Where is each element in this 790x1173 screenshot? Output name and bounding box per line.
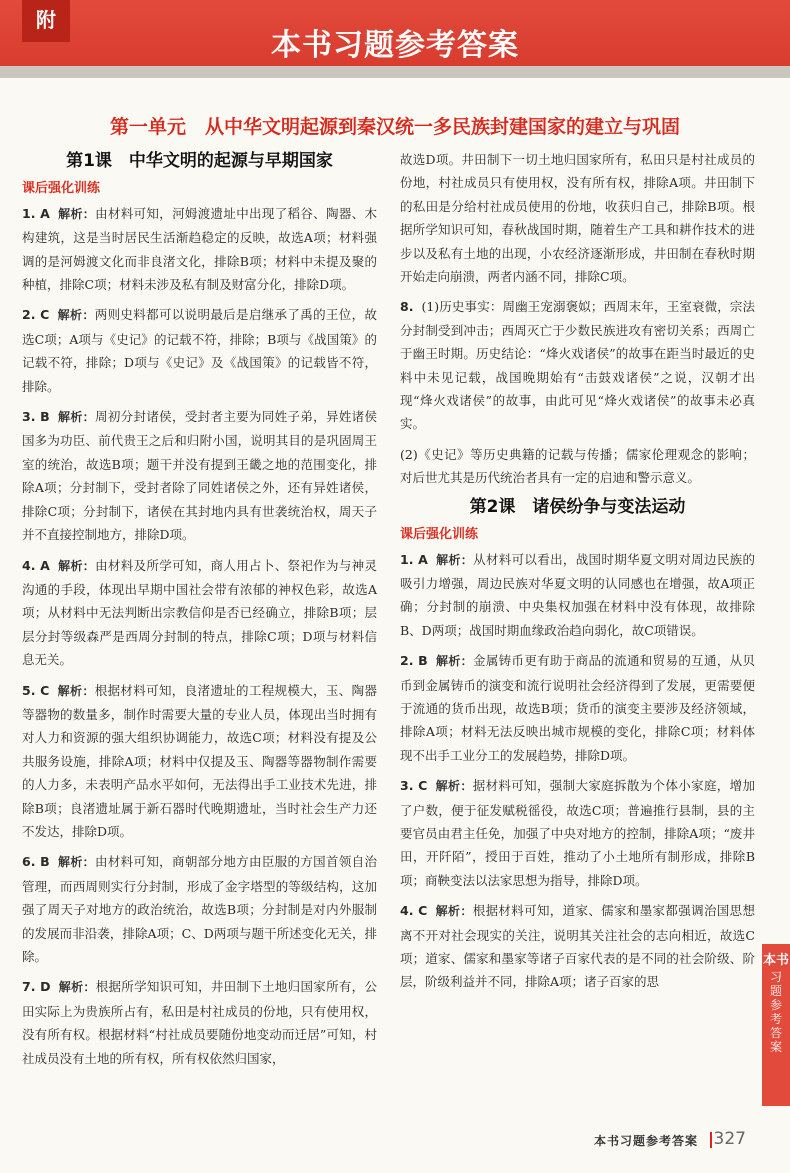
analysis-tag: 解析： xyxy=(57,683,95,698)
answer-item xyxy=(22,975,377,1070)
answer-item xyxy=(22,850,377,968)
right-column xyxy=(400,148,755,1001)
answer-text: 从材料可以看出，战国时期华夏文明对周边民族的吸引力增强，周边民族对华夏文明的认同感也在增强，故A项正确；分封制的崩溃、中央集权加强在材料中没有体现，故排除B、D两项；战国时期血缘政治趋向弱化，故C项错误。 xyxy=(400,551,755,638)
answer-text: 根据材料可知，良渚遗址的工程规模大，玉、陶器等器物的数量多，制作时需要大量的专业人员，体现出当时拥有对人力和资源的强大组织协调能力，故选C项；材料没有提及公共服务设施，排除A项；材料中仅提及玉、陶器等器物制作需要的人力多，未表明产品水平如何，无法得出手工业技术先进，排除B项；良渚遗址属于新石器时代晚期遗址，当时社会生产力还不发达，排除D项。 xyxy=(22,682,377,839)
analysis-tag: 解析： xyxy=(435,552,474,567)
header-banner xyxy=(0,0,790,78)
answer-item xyxy=(22,303,377,398)
answer-number: 8. xyxy=(400,299,414,315)
answer-text: 两则史料都可以说明最后是启继承了禹的王位，故选C项；A项与《史记》的记载不符，排除；B项与《战国策》的记载不符，排除；D项与《史记》及《战国策》的记载皆不符，排除。 xyxy=(22,307,377,394)
analysis-tag: 解析： xyxy=(435,654,474,669)
answer-item xyxy=(22,554,377,672)
answer-continuation: 故选D项。井田制下一切土地归国家所有，私田只是村社成员的份地，村社成员只有使用权，没有所有权，排除A项。井田制下的私田是分给村社成员使用的份地，收获归自己，排除B项。根据所学知识可知，春秋战国时期，随着生产工具和耕作技术的进步以及私有土地的出现，小农经济逐渐形成，井田制在春秋时期开始走向崩溃，两者内涵不同，排除C项。 xyxy=(400,152,755,285)
answer-text: 根据所学知识可知，井田制下土地归国家所有，公田实际上为贵族所占有，私田是村社成员的份地，只有使用权，没有所有权。根据材料“村社成员要随份地变动而迁居”可知，村社成员没有土地的所有权，所有权依然归国家， xyxy=(22,979,377,1066)
answer-number: 7. D xyxy=(22,979,51,995)
answer-number: 1. A xyxy=(22,205,50,221)
side-tab-big: 本书 xyxy=(762,953,789,968)
appendix-tab: 附 xyxy=(22,0,70,42)
page-footer xyxy=(560,1128,760,1152)
analysis-tag: 解析： xyxy=(57,206,96,221)
answer-item xyxy=(400,899,755,994)
answer-number: 4. A xyxy=(22,557,50,573)
answer-item xyxy=(400,774,755,892)
footer-label: 本书习题参考答案 xyxy=(593,1134,698,1148)
analysis-tag: 解析： xyxy=(57,558,96,573)
answer-8-part2: (2)《史记》等历史典籍的记载与传播；儒家伦理观念的影响；对后世尤其是历代统治者具有一定的启迪和警示意义。 xyxy=(400,446,755,486)
lesson2-section-head: 课后强化训练 xyxy=(400,527,479,543)
analysis-tag: 解析： xyxy=(57,410,96,425)
side-tab xyxy=(762,944,790,1106)
answer-item xyxy=(400,649,755,767)
answer-number: 4. C xyxy=(400,903,428,919)
left-column xyxy=(22,148,377,1077)
answer-text: 由材料可知，商朝部分地方由臣服的方国首领自治管理，而西周则实行分封制，形成了金字塔型的等级结构，这加强了周天子对地方的政治统治，故选B项；分封制是对内外服制的发展而非沿袭，排除A项；C、D两项与题干所述变化无关，排除。 xyxy=(22,854,377,964)
answer-number: 1. A xyxy=(400,551,428,567)
answer-number: 2. B xyxy=(400,653,428,669)
banner-stripe xyxy=(0,66,790,78)
analysis-tag: 解析： xyxy=(57,855,96,870)
answer-text: 周初分封诸侯，受封者主要为同姓子弟，异姓诸侯国多为功臣、前代贵王之后和归附小国，说明其目的是巩固周王室的统治，故选B项；题干并没有提到王畿之地的范围变化，排除A项；分封制下，受封者除了同姓诸侯之外，还有异姓诸侯，排除C项；分封制下，诸侯在其封地内具有世袭统治权，周天子并不直接控制地方，排除D项。 xyxy=(22,409,377,543)
analysis-tag: 解析： xyxy=(58,980,96,995)
answer-item xyxy=(22,405,377,546)
answer-text: (1)历史事实：周幽王宠溺褒姒；西周末年，王室衰微，宗法分封制受到冲击；西周灭亡于少数民族进攻有密切关系；西周亡于幽王时期。历史结论：“烽火戏诸侯”的故事在距当时最近的史料中未见记载，战国晚期始有“击鼓戏诸侯”之说，汉朝才出现“烽火戏诸侯”的故事，由此可见“烽火戏诸侯”的故事未必真实。 xyxy=(400,299,755,432)
answer-number: 3. B xyxy=(22,409,50,425)
analysis-tag: 解析： xyxy=(435,904,473,919)
footer-divider xyxy=(710,1132,712,1148)
answer-number: 6. B xyxy=(22,854,50,870)
lesson1-section-head: 课后强化训练 xyxy=(22,181,101,197)
page-title: 本书习题参考答案 xyxy=(271,28,519,63)
analysis-tag: 解析： xyxy=(57,308,95,323)
answer-item xyxy=(22,202,377,297)
unit-title: 第一单元 从中华文明起源到秦汉统一多民族封建国家的建立与巩固 xyxy=(109,116,680,138)
lesson2-title: 第2课 诸侯纷争与变法运动 xyxy=(469,496,686,517)
answer-number: 2. C xyxy=(22,307,50,323)
answer-item xyxy=(400,548,755,643)
answer-item-8 xyxy=(400,295,755,435)
answer-item xyxy=(22,679,377,844)
side-tab-small: 习 题 参 考 答 案 xyxy=(769,970,782,1054)
answer-text: 由材料可知，河姆渡遗址中出现了稻谷、陶器、木构建筑，这是当时居民生活渐趋稳定的反映，故选A项；材料强调的是河姆渡文化而非良渚文化，排除B项；材料中未提及聚的种植，排除C项；材料未涉及私有制及财富分化，排除D项。 xyxy=(22,205,377,293)
page-number: 327 xyxy=(713,1129,746,1149)
answer-number: 5. C xyxy=(22,682,50,698)
answer-text: 由材料及所学可知，商人用占卜、祭祀作为与神灵沟通的手段，体现出早期中国社会带有浓郁的神权色彩，故选A项；从材料中无法判断出宗教信仰是否已经确立，排除B项；层层分封等级森严是西周分封制的特点，排除C项；D项与材料信息无关。 xyxy=(22,557,377,668)
answer-text: 金属铸币更有助于商品的流通和贸易的互通，从贝币到金属铸币的演变和流行说明社会经济得到了发展，更需要便于流通的货币出现，故选B项；货币的演变主要涉及经济领域，排除A项；材料无法反映出城市规模的变化，排除C项；材料体现不出手工业分工的发展趋势，排除D项。 xyxy=(400,653,755,763)
answer-text: 根据材料可知，道家、儒家和墨家都强调治国思想离不开对社会现实的关注，说明其关注社会的志向相近，故选C项；道家、儒家和墨家等诸子百家代表的是不同的社会阶级、阶层，阶级利益并不同，排除A项；诸子百家的思 xyxy=(400,903,755,990)
answer-text: 据材料可知，强制大家庭拆散为个体小家庭，增加了户数，便于征发赋税徭役，故选C项；普遍推行县制，县的主要官员由君主任免，加强了中央对地方的控制，排除A项；“废井田，开阡陌”，授田于百姓，推动了小土地所有制形成，排除B项；商鞅变法以法家思想为指导，排除D项。 xyxy=(400,778,755,888)
answer-number: 3. C xyxy=(400,778,428,794)
analysis-tag: 解析： xyxy=(435,779,473,794)
lesson1-title: 第1课 中华文明的起源与早期国家 xyxy=(66,151,333,171)
